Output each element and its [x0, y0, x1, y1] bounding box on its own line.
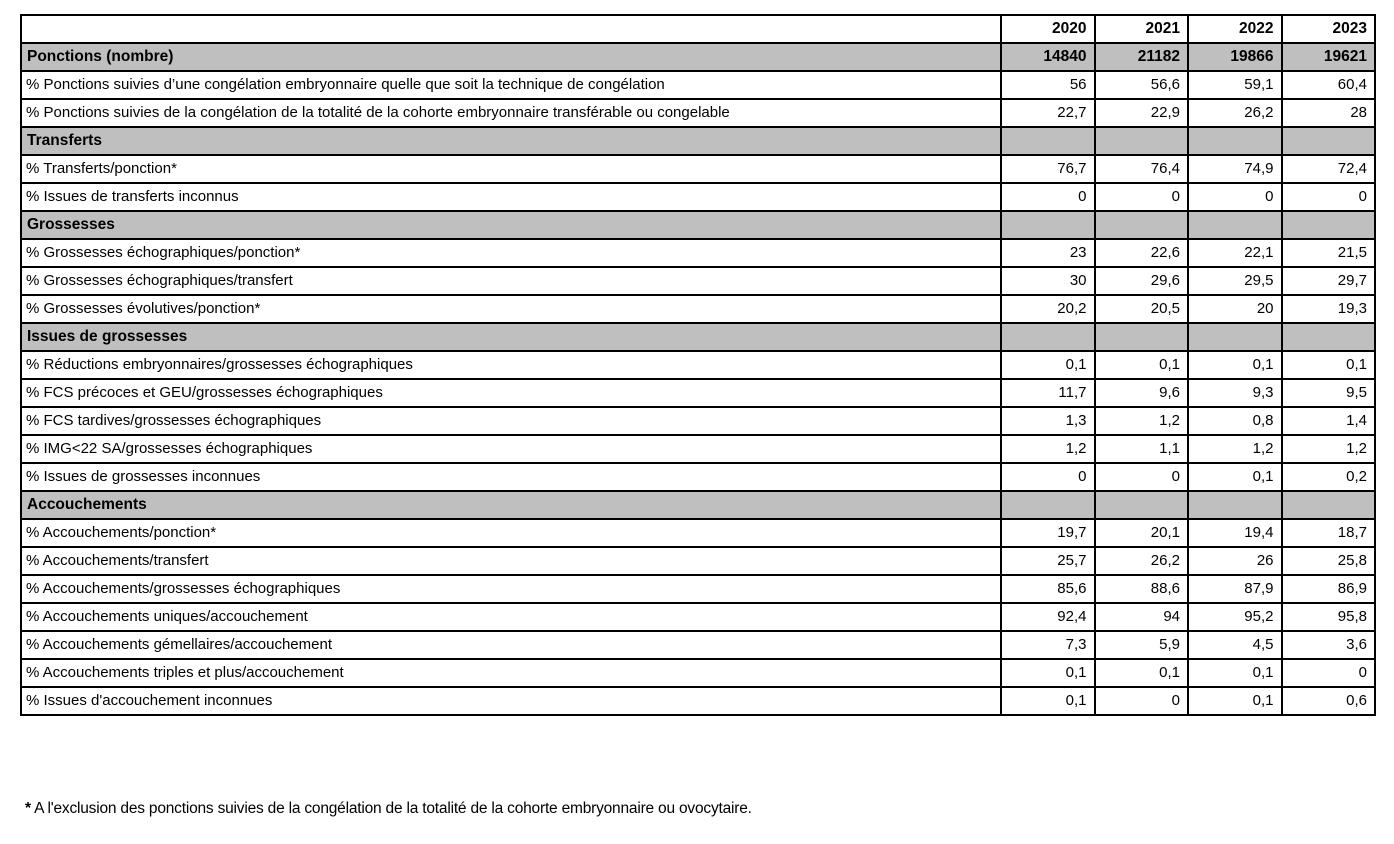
value-cell: 14840	[1001, 43, 1095, 71]
value-cell: 0,1	[1188, 659, 1282, 687]
row-label: % Grossesses échographiques/ponction*	[21, 239, 1001, 267]
row-label: % Réductions embryonnaires/grossesses échographiques	[21, 351, 1001, 379]
value-cell: 0,1	[1188, 463, 1282, 491]
value-cell: 20	[1188, 295, 1282, 323]
value-cell: 0,1	[1001, 351, 1095, 379]
row-label: % Issues de transferts inconnus	[21, 183, 1001, 211]
value-cell: 3,6	[1282, 631, 1376, 659]
value-cell: 86,9	[1282, 575, 1376, 603]
value-cell: 23	[1001, 239, 1095, 267]
row-label: % FCS précoces et GEU/grossesses échographiques	[21, 379, 1001, 407]
value-cell: 20,2	[1001, 295, 1095, 323]
value-cell: 0,1	[1001, 687, 1095, 715]
value-cell: 22,9	[1095, 99, 1189, 127]
footnote-text: A l'exclusion des ponctions suivies de la congélation de la totalité de la cohorte embryonnaire ou ovocytaire.	[30, 800, 752, 817]
value-cell	[1095, 211, 1189, 239]
table-row	[21, 351, 1375, 379]
row-label: % FCS tardives/grossesses échographiques	[21, 407, 1001, 435]
value-cell: 25,7	[1001, 547, 1095, 575]
table-row-issues-de-grossesses	[21, 323, 1375, 351]
value-cell: 29,6	[1095, 267, 1189, 295]
value-cell: 60,4	[1282, 71, 1376, 99]
value-cell: 88,6	[1095, 575, 1189, 603]
row-label: % Grossesses échographiques/transfert	[21, 267, 1001, 295]
year-header-2020: 2020	[1001, 15, 1095, 43]
value-cell: 0,1	[1095, 659, 1189, 687]
row-label: % Accouchements/ponction*	[21, 519, 1001, 547]
year-header-2023: 2023	[1282, 15, 1376, 43]
value-cell	[1188, 323, 1282, 351]
section-label: Issues de grossesses	[21, 323, 1001, 351]
row-label: % Ponctions suivies d’une congélation embryonnaire quelle que soit la technique de congélation	[21, 71, 1001, 99]
value-cell: 1,2	[1001, 435, 1095, 463]
value-cell: 1,1	[1095, 435, 1189, 463]
value-cell: 4,5	[1188, 631, 1282, 659]
value-cell: 20,5	[1095, 295, 1189, 323]
value-cell: 94	[1095, 603, 1189, 631]
value-cell: 19621	[1282, 43, 1376, 71]
value-cell: 87,9	[1188, 575, 1282, 603]
value-cell: 72,4	[1282, 155, 1376, 183]
table-row-grossesses	[21, 211, 1375, 239]
value-cell: 20,1	[1095, 519, 1189, 547]
value-cell	[1001, 211, 1095, 239]
value-cell: 1,2	[1095, 407, 1189, 435]
value-cell: 1,2	[1188, 435, 1282, 463]
value-cell: 22,1	[1188, 239, 1282, 267]
value-cell: 0,8	[1188, 407, 1282, 435]
table-row	[21, 659, 1375, 687]
value-cell	[1095, 491, 1189, 519]
table-row	[21, 71, 1375, 99]
table-row	[21, 687, 1375, 715]
annual-stats-table	[20, 14, 1376, 716]
value-cell: 92,4	[1001, 603, 1095, 631]
value-cell: 22,6	[1095, 239, 1189, 267]
row-label: % IMG<22 SA/grossesses échographiques	[21, 435, 1001, 463]
value-cell: 5,9	[1095, 631, 1189, 659]
value-cell: 0,1	[1188, 687, 1282, 715]
value-cell: 29,5	[1188, 267, 1282, 295]
value-cell: 56	[1001, 71, 1095, 99]
value-cell	[1001, 127, 1095, 155]
row-label: % Accouchements uniques/accouchement	[21, 603, 1001, 631]
row-label: % Accouchements/transfert	[21, 547, 1001, 575]
table-row-transferts	[21, 127, 1375, 155]
value-cell: 59,1	[1188, 71, 1282, 99]
value-cell: 29,7	[1282, 267, 1376, 295]
value-cell: 0	[1001, 183, 1095, 211]
footnote-asterisk: *	[25, 800, 31, 817]
value-cell	[1001, 323, 1095, 351]
value-cell: 1,4	[1282, 407, 1376, 435]
value-cell: 7,3	[1001, 631, 1095, 659]
row-label: % Accouchements gémellaires/accouchement	[21, 631, 1001, 659]
year-header-2021: 2021	[1095, 15, 1189, 43]
value-cell	[1282, 323, 1376, 351]
table-row-ponctions-nombre	[21, 43, 1375, 71]
value-cell: 9,6	[1095, 379, 1189, 407]
value-cell: 0	[1095, 687, 1189, 715]
year-header-2022: 2022	[1188, 15, 1282, 43]
corner-cell	[21, 15, 1001, 43]
value-cell: 9,5	[1282, 379, 1376, 407]
value-cell: 26,2	[1095, 547, 1189, 575]
value-cell: 11,7	[1001, 379, 1095, 407]
value-cell: 76,4	[1095, 155, 1189, 183]
value-cell: 19,7	[1001, 519, 1095, 547]
value-cell: 0,1	[1095, 351, 1189, 379]
value-cell: 74,9	[1188, 155, 1282, 183]
table-row	[21, 435, 1375, 463]
row-label: % Accouchements triples et plus/accouchement	[21, 659, 1001, 687]
value-cell	[1188, 127, 1282, 155]
value-cell	[1001, 491, 1095, 519]
value-cell: 9,3	[1188, 379, 1282, 407]
value-cell: 95,8	[1282, 603, 1376, 631]
value-cell: 1,2	[1282, 435, 1376, 463]
row-label: % Grossesses évolutives/ponction*	[21, 295, 1001, 323]
table-row	[21, 183, 1375, 211]
table-row	[21, 267, 1375, 295]
value-cell	[1188, 211, 1282, 239]
value-cell: 95,2	[1188, 603, 1282, 631]
value-cell: 28	[1282, 99, 1376, 127]
value-cell	[1282, 211, 1376, 239]
table-row	[21, 99, 1375, 127]
value-cell: 18,7	[1282, 519, 1376, 547]
table-row	[21, 631, 1375, 659]
value-cell	[1188, 491, 1282, 519]
value-cell: 30	[1001, 267, 1095, 295]
footnote	[25, 800, 752, 818]
value-cell: 21,5	[1282, 239, 1376, 267]
value-cell: 0	[1001, 463, 1095, 491]
row-label: % Transferts/ponction*	[21, 155, 1001, 183]
value-cell	[1282, 491, 1376, 519]
value-cell	[1095, 127, 1189, 155]
table-row	[21, 575, 1375, 603]
table-row	[21, 603, 1375, 631]
value-cell: 19,3	[1282, 295, 1376, 323]
value-cell: 76,7	[1001, 155, 1095, 183]
table-row	[21, 295, 1375, 323]
section-label: Ponctions (nombre)	[21, 43, 1001, 71]
value-cell: 0	[1188, 183, 1282, 211]
value-cell: 26,2	[1188, 99, 1282, 127]
section-label: Transferts	[21, 127, 1001, 155]
value-cell: 25,8	[1282, 547, 1376, 575]
section-label: Grossesses	[21, 211, 1001, 239]
value-cell: 0,2	[1282, 463, 1376, 491]
value-cell: 19866	[1188, 43, 1282, 71]
row-label: % Accouchements/grossesses échographiques	[21, 575, 1001, 603]
section-label: Accouchements	[21, 491, 1001, 519]
value-cell: 85,6	[1001, 575, 1095, 603]
value-cell: 0,6	[1282, 687, 1376, 715]
value-cell: 21182	[1095, 43, 1189, 71]
table-row	[21, 463, 1375, 491]
value-cell: 0,1	[1282, 351, 1376, 379]
row-label: % Issues de grossesses inconnues	[21, 463, 1001, 491]
value-cell: 22,7	[1001, 99, 1095, 127]
value-cell	[1282, 127, 1376, 155]
table-row-accouchements	[21, 491, 1375, 519]
value-cell: 56,6	[1095, 71, 1189, 99]
value-cell: 0	[1095, 463, 1189, 491]
table-row-year-header	[21, 15, 1375, 43]
value-cell: 0,1	[1188, 351, 1282, 379]
table-row	[21, 379, 1375, 407]
value-cell: 19,4	[1188, 519, 1282, 547]
table-row	[21, 407, 1375, 435]
row-label: % Issues d'accouchement inconnues	[21, 687, 1001, 715]
value-cell: 0	[1095, 183, 1189, 211]
value-cell: 0	[1282, 659, 1376, 687]
row-label: % Ponctions suivies de la congélation de la totalité de la cohorte embryonnaire transférable ou congelable	[21, 99, 1001, 127]
value-cell: 26	[1188, 547, 1282, 575]
table-row	[21, 239, 1375, 267]
table-row	[21, 519, 1375, 547]
value-cell	[1095, 323, 1189, 351]
table-row	[21, 547, 1375, 575]
table-row	[21, 155, 1375, 183]
value-cell: 1,3	[1001, 407, 1095, 435]
value-cell: 0	[1282, 183, 1376, 211]
value-cell: 0,1	[1001, 659, 1095, 687]
